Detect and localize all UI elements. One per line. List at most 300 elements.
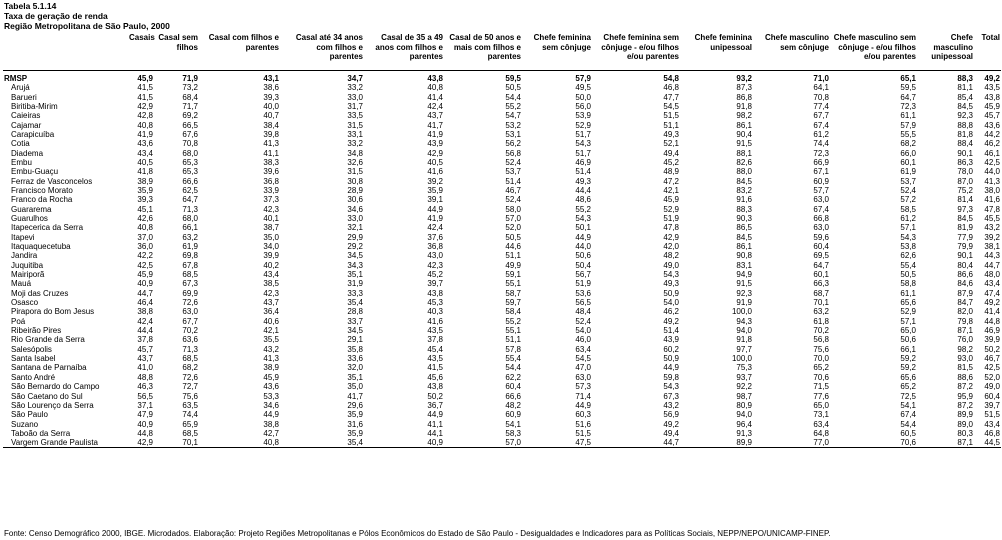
rate-value: 75,6 [182, 391, 198, 401]
rate-value: 33,2 [347, 139, 363, 149]
rate-value: 47,0 [575, 363, 591, 373]
rate-value: 35,9 [347, 428, 363, 438]
rate-value: 49,9 [505, 260, 521, 270]
rate-value: 48,4 [575, 307, 591, 317]
table-number: Tabela 5.1.14 [4, 1, 57, 11]
rate-value: 72,3 [900, 101, 916, 111]
municipality-name: Cotia [11, 139, 30, 149]
rate-value: 77,4 [813, 101, 829, 111]
rate-value: 51,5 [575, 428, 591, 438]
rate-value: 45,7 [984, 111, 1000, 121]
rate-value: 75,3 [736, 363, 752, 373]
rate-value: 41,6 [984, 195, 1000, 205]
rate-value: 60,1 [900, 157, 916, 167]
rate-value: 87,1 [957, 326, 973, 336]
rate-value: 50,1 [575, 223, 591, 233]
column-header: Casal sem filhos [154, 33, 199, 71]
rate-value: 87,9 [957, 288, 973, 298]
rate-value: 43,4 [137, 148, 153, 158]
rate-value: 72,7 [182, 382, 198, 392]
rate-value: 85,4 [957, 92, 973, 102]
rate-value: 62,5 [182, 185, 198, 195]
rate-value: 68,7 [813, 288, 829, 298]
rate-value: 63,0 [575, 372, 591, 382]
rate-value: 63,0 [813, 223, 829, 233]
rate-value: 93,2 [736, 73, 752, 83]
rate-value: 42,1 [263, 326, 279, 336]
rate-value: 86,6 [957, 270, 973, 280]
municipality-name: Diadema [11, 148, 44, 158]
rate-value: 69,9 [182, 288, 198, 298]
rate-value: 48,9 [663, 167, 679, 177]
rate-value: 29,6 [347, 400, 363, 410]
rate-value: 56,0 [575, 101, 591, 111]
rate-value: 57,1 [900, 316, 916, 326]
rate-value: 71,9 [182, 73, 198, 83]
rate-value: 44,9 [427, 204, 443, 214]
rate-value: 86,5 [736, 223, 752, 233]
table-row [3, 326, 1001, 335]
municipality-name: Itapecerica da Serra [11, 223, 84, 233]
rate-value: 60,3 [575, 410, 591, 420]
rate-value: 65,3 [182, 167, 198, 177]
rate-value: 96,4 [736, 419, 752, 429]
rate-value: 40,5 [137, 157, 153, 167]
header-cell-region [3, 33, 128, 71]
rate-value: 36,8 [427, 242, 443, 252]
rate-value: 40,8 [199, 438, 280, 448]
rate-value: 48,0 [984, 270, 1000, 280]
rate-value: 56,9 [663, 410, 679, 420]
table-row [3, 363, 1001, 372]
rate-value: 67,3 [663, 391, 679, 401]
column-header: Chefe feminina sem cônjuge - e/ou filhos e/ou parentes [592, 33, 680, 71]
rate-value: 54,4 [505, 363, 521, 373]
rate-value: 55,1 [505, 326, 521, 336]
rate-value: 68,0 [182, 148, 198, 158]
rate-value: 100,0 [731, 307, 752, 317]
rate-value: 54,4 [900, 419, 916, 429]
municipality-name: Ferraz de Vasconcelos [11, 176, 93, 186]
municipality-name: Santa Isabel [11, 354, 56, 364]
rate-value: 56,5 [137, 391, 153, 401]
column-header: Chefe feminina sem cônjuge [522, 33, 592, 71]
table-row [3, 410, 1001, 419]
table-row [3, 429, 1001, 438]
rate-value: 45,1 [137, 204, 153, 214]
rate-value: 42,9 [128, 438, 154, 448]
rate-value: 44,0 [575, 242, 591, 252]
rate-value: 33,2 [347, 83, 363, 93]
rate-value: 91,9 [736, 298, 752, 308]
rate-value: 65,0 [813, 400, 829, 410]
rate-value: 44,7 [137, 288, 153, 298]
rate-value: 69,8 [182, 251, 198, 261]
rate-value: 40,7 [263, 111, 279, 121]
rate-value: 44,7 [984, 260, 1000, 270]
rate-value: 35,4 [347, 298, 363, 308]
table-row [3, 298, 1001, 307]
rate-value: 93,0 [957, 354, 973, 364]
rate-value: 56,7 [575, 270, 591, 280]
rate-value: 41,1 [427, 419, 443, 429]
rate-value: 86,8 [736, 92, 752, 102]
rate-value: 51,6 [575, 419, 591, 429]
rate-value: 66,1 [900, 344, 916, 354]
municipality-name: Vargem Grande Paulista [3, 438, 128, 448]
rate-value: 37,1 [137, 400, 153, 410]
rate-value: 47,7 [663, 92, 679, 102]
rate-value: 54,5 [663, 101, 679, 111]
rate-value: 39,2 [984, 232, 1000, 242]
rate-value: 42,9 [663, 232, 679, 242]
rate-value: 64,7 [182, 195, 198, 205]
rate-value: 68,2 [900, 139, 916, 149]
rate-value: 43,1 [263, 73, 279, 83]
rate-value: 63,4 [575, 344, 591, 354]
municipality-name: Embu-Guaçu [11, 167, 59, 177]
rate-value: 55,2 [505, 316, 521, 326]
rate-value: 71,4 [575, 391, 591, 401]
rate-value: 43,8 [427, 288, 443, 298]
rate-value: 52,4 [575, 316, 591, 326]
rate-value: 38,7 [263, 223, 279, 233]
rate-value: 69,5 [813, 251, 829, 261]
rate-value: 41,7 [347, 391, 363, 401]
rate-value: 34,6 [347, 204, 363, 214]
rate-value: 35,9 [347, 410, 363, 420]
rate-value: 41,3 [984, 176, 1000, 186]
rate-value: 47,9 [137, 410, 153, 420]
rate-value: 63,0 [182, 307, 198, 317]
rate-value: 48,2 [663, 251, 679, 261]
rate-value: 62,6 [900, 251, 916, 261]
rate-value: 70,2 [813, 326, 829, 336]
rate-value: 88,3 [736, 204, 752, 214]
table-row [3, 102, 1001, 111]
rate-value: 32,0 [347, 363, 363, 373]
rate-value: 88,4 [957, 139, 973, 149]
rate-value: 76,0 [957, 335, 973, 345]
rate-value: 87,3 [736, 83, 752, 93]
rate-value: 46,4 [137, 298, 153, 308]
rate-value: 45,9 [263, 372, 279, 382]
rate-value: 43,6 [137, 139, 153, 149]
rate-value: 53,3 [263, 391, 279, 401]
rate-value: 33,9 [263, 185, 279, 195]
rate-value: 66,6 [182, 176, 198, 186]
rate-value: 37,6 [427, 232, 443, 242]
rate-value: 98,7 [736, 391, 752, 401]
rate-value: 59,8 [663, 372, 679, 382]
rate-value: 58,3 [505, 428, 521, 438]
table-row [3, 335, 1001, 344]
rate-value: 70,1 [813, 298, 829, 308]
table-row [3, 176, 1001, 185]
column-header: Casais [128, 33, 154, 71]
rate-value: 39,7 [984, 400, 1000, 410]
rate-value: 33,0 [347, 92, 363, 102]
rate-value: 57,2 [900, 195, 916, 205]
rate-value: 53,7 [900, 176, 916, 186]
rate-value: 53,1 [505, 129, 521, 139]
rate-value: 43,8 [984, 92, 1000, 102]
rate-value: 33,7 [347, 316, 363, 326]
rate-value: 68,5 [182, 270, 198, 280]
table-row [3, 195, 1001, 204]
rate-value: 64,8 [813, 428, 829, 438]
rate-value: 50,6 [900, 335, 916, 345]
rate-value: 54,1 [900, 400, 916, 410]
rate-value: 65,3 [182, 157, 198, 167]
rate-value: 39,2 [427, 176, 443, 186]
rate-value: 66,6 [505, 391, 521, 401]
rate-value: 92,3 [957, 111, 973, 121]
table-row [3, 139, 1001, 148]
rate-value: 52,0 [505, 223, 521, 233]
rate-value: 49,2 [663, 316, 679, 326]
rate-value: 37,3 [263, 195, 279, 205]
table-row [3, 261, 1001, 270]
rate-value: 38,3 [263, 157, 279, 167]
rate-value: 47,5 [522, 438, 592, 448]
municipality-name: Embu [11, 157, 32, 167]
rate-value: 42,1 [663, 185, 679, 195]
rate-value: 54,3 [575, 213, 591, 223]
rate-value: 65,1 [900, 73, 916, 83]
municipality-name: Osasco [11, 298, 39, 308]
municipality-name: São Caetano do Sul [11, 391, 83, 401]
rate-value: 50,4 [575, 260, 591, 270]
rate-value: 41,5 [137, 83, 153, 93]
rate-value: 65,0 [900, 326, 916, 336]
rate-value: 45,9 [984, 101, 1000, 111]
rate-value: 71,3 [182, 344, 198, 354]
rate-value: 39,3 [263, 92, 279, 102]
municipality-name: São Lourenço da Serra [11, 400, 94, 410]
rate-value: 84,5 [736, 232, 752, 242]
rate-value: 42,8 [137, 111, 153, 121]
rate-value: 49,2 [663, 419, 679, 429]
municipality-name: Mauá [11, 279, 32, 289]
municipality-name: Itapevi [11, 232, 35, 242]
rate-value: 46,8 [663, 83, 679, 93]
rate-value: 56,8 [813, 335, 829, 345]
rate-value: 87,2 [957, 400, 973, 410]
rate-value: 34,5 [347, 326, 363, 336]
rate-value: 51,4 [575, 167, 591, 177]
rate-value: 31,9 [347, 279, 363, 289]
rate-value: 45,7 [137, 344, 153, 354]
rate-value: 66,0 [900, 148, 916, 158]
income-generation-table [3, 33, 1001, 448]
rate-value: 81,4 [957, 195, 973, 205]
rate-value: 54,5 [575, 354, 591, 364]
rate-value: 59,5 [900, 83, 916, 93]
table-row [3, 158, 1001, 167]
municipality-name: Arujá [11, 83, 30, 93]
rate-value: 67,8 [182, 260, 198, 270]
rate-value: 41,5 [137, 92, 153, 102]
rate-value: 54,8 [663, 73, 679, 83]
rate-value: 84,5 [957, 213, 973, 223]
rate-value: 58,4 [505, 307, 521, 317]
rate-value: 49,2 [984, 298, 1000, 308]
rate-value: 54,3 [900, 232, 916, 242]
rate-value: 51,9 [663, 213, 679, 223]
rate-value: 87,0 [957, 176, 973, 186]
rate-value: 67,7 [813, 111, 829, 121]
rate-value: 91,8 [736, 335, 752, 345]
rate-value: 59,2 [900, 363, 916, 373]
rate-value: 63,0 [813, 195, 829, 205]
table-row [3, 223, 1001, 232]
municipality-name: Salesópolis [11, 344, 52, 354]
rate-value: 70,6 [830, 438, 917, 448]
rate-value: 41,4 [427, 92, 443, 102]
rate-value: 60,5 [900, 428, 916, 438]
rate-value: 32,6 [347, 157, 363, 167]
rate-value: 52,9 [663, 204, 679, 214]
rate-value: 41,9 [137, 129, 153, 139]
rate-value: 36,0 [137, 242, 153, 252]
rate-value: 84,6 [957, 279, 973, 289]
rate-value: 91,8 [736, 101, 752, 111]
municipality-name: Suzano [11, 419, 39, 429]
municipality-name: Jandira [11, 251, 38, 261]
rate-value: 51,5 [663, 111, 679, 121]
rate-value: 42,9 [427, 148, 443, 158]
rate-value: 57,8 [505, 344, 521, 354]
rate-value: 55,4 [900, 260, 916, 270]
rate-value: 39,1 [427, 195, 443, 205]
rate-value: 49,4 [663, 148, 679, 158]
rate-value: 88,8 [957, 120, 973, 130]
rate-value: 69,2 [182, 111, 198, 121]
rate-value: 31,5 [347, 167, 363, 177]
rate-value: 45,9 [663, 195, 679, 205]
table-row [3, 279, 1001, 288]
municipality-name: Biritiba-Mirim [11, 101, 58, 111]
rate-value: 94,0 [736, 326, 752, 336]
rate-value: 91,3 [736, 428, 752, 438]
rate-value: 45,3 [427, 298, 443, 308]
rate-value: 43,6 [984, 120, 1000, 130]
rate-value: 37,8 [427, 335, 443, 345]
rate-value: 41,6 [427, 316, 443, 326]
rate-value: 63,2 [182, 232, 198, 242]
rate-value: 92,3 [736, 288, 752, 298]
rate-value: 41,5 [427, 363, 443, 373]
rate-value: 98,2 [957, 344, 973, 354]
rate-value: 34,0 [263, 242, 279, 252]
rate-value: 35,5 [263, 335, 279, 345]
rate-value: 58,5 [900, 204, 916, 214]
rate-value: 77,6 [813, 391, 829, 401]
rate-value: 65,2 [813, 363, 829, 373]
rate-value: 52,4 [505, 157, 521, 167]
table-row [3, 130, 1001, 139]
rate-value: 79,9 [957, 242, 973, 252]
rate-value: 91,5 [736, 279, 752, 289]
table-row [3, 270, 1001, 279]
rate-value: 63,4 [813, 419, 829, 429]
rate-value: 39,8 [263, 129, 279, 139]
rate-value: 35,9 [137, 185, 153, 195]
rate-value: 75,2 [957, 185, 973, 195]
source-footnote: Fonte: Censo Demográfico 2000, IBGE. Microdados. Elaboração: Projeto Regiões Metropolitanas e Pólos Econômicos do Estado de São Paulo - Desigualdades e Indicadores para as Políticas Sociais, NEPP/NEPO/UNICAMP-FINEP. [4, 529, 831, 538]
rate-value: 47,2 [663, 176, 679, 186]
rate-value: 50,5 [505, 83, 521, 93]
rate-value: 57,9 [575, 73, 591, 83]
rate-value: 39,9 [984, 335, 1000, 345]
rate-value: 81,1 [957, 83, 973, 93]
rate-value: 43,0 [427, 251, 443, 261]
rate-value: 90,8 [736, 251, 752, 261]
rate-value: 56,8 [505, 148, 521, 158]
table-row [3, 251, 1001, 260]
rate-value: 54,0 [575, 326, 591, 336]
rate-value: 49,3 [575, 176, 591, 186]
rate-value: 33,0 [347, 213, 363, 223]
municipality-name: Guararema [11, 204, 52, 214]
table-row [3, 242, 1001, 251]
rate-value: 87,2 [957, 382, 973, 392]
rate-value: 56,2 [505, 139, 521, 149]
rate-value: 52,4 [900, 185, 916, 195]
rate-value: 54,0 [663, 298, 679, 308]
rate-value: 29,9 [347, 232, 363, 242]
municipality-name: Taboão da Serra [11, 428, 71, 438]
rate-value: 36,4 [263, 307, 279, 317]
rate-value: 30,8 [347, 176, 363, 186]
rate-value: 82,6 [736, 157, 752, 167]
rate-value: 40,1 [263, 213, 279, 223]
rate-value: 50,5 [900, 270, 916, 280]
rate-value: 43,6 [263, 382, 279, 392]
rate-value: 35,9 [427, 185, 443, 195]
rate-value: 41,7 [427, 120, 443, 130]
rate-value: 91,5 [736, 139, 752, 149]
rate-value: 44,8 [137, 428, 153, 438]
rate-value: 40,6 [263, 316, 279, 326]
rate-value: 48,8 [137, 372, 153, 382]
rate-value: 59,1 [505, 270, 521, 280]
rate-value: 34,3 [347, 260, 363, 270]
rate-value: 61,1 [900, 111, 916, 121]
rate-value: 36,8 [263, 176, 279, 186]
rate-value: 59,5 [505, 73, 521, 83]
rate-value: 92,2 [736, 382, 752, 392]
rate-value: 42,2 [137, 251, 153, 261]
rate-value: 36,7 [427, 400, 443, 410]
rate-value: 44,6 [505, 242, 521, 252]
rate-value: 70,6 [813, 372, 829, 382]
rate-value: 34,7 [347, 73, 363, 83]
rate-value: 44,9 [263, 410, 279, 420]
rate-value: 66,3 [813, 279, 829, 289]
rate-value: 37,8 [137, 335, 153, 345]
rate-value: 49,3 [663, 279, 679, 289]
rate-value: 52,9 [900, 307, 916, 317]
rate-value: 51,4 [663, 326, 679, 336]
rate-value: 42,9 [137, 101, 153, 111]
rate-value: 40,2 [263, 260, 279, 270]
table-row [3, 120, 1001, 129]
table-row [3, 83, 1001, 92]
rate-value: 70,1 [154, 438, 199, 448]
rate-value: 72,6 [182, 298, 198, 308]
